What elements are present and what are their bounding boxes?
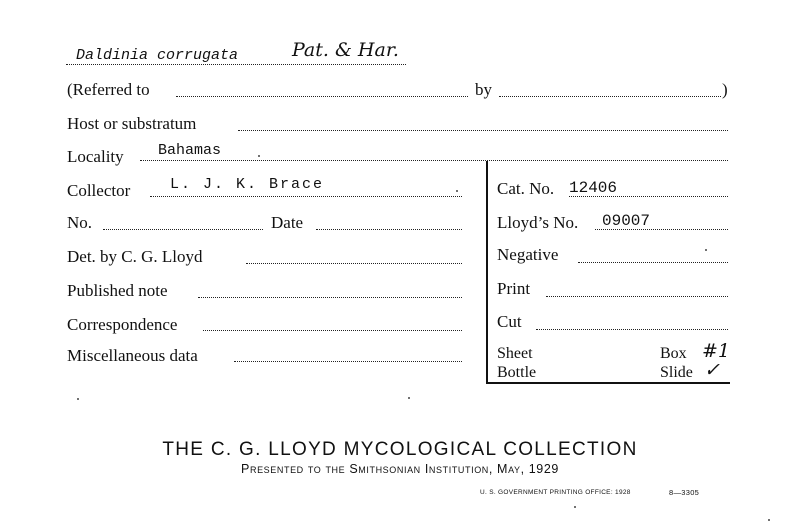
scan-speck — [456, 190, 458, 192]
host-line — [238, 130, 728, 131]
collector-line — [150, 196, 462, 197]
box-value: #1 — [702, 340, 731, 362]
printing-office-note: U. S. GOVERNMENT PRINTING OFFICE: 1928 — [480, 489, 631, 496]
locality-label: Locality — [67, 147, 124, 166]
box-label: Box — [660, 345, 687, 362]
cat-no-label: Cat. No. — [497, 179, 555, 198]
scan-speck — [77, 398, 79, 400]
det-by-label: Det. by C. G. Lloyd — [67, 247, 203, 266]
host-label: Host or substratum — [67, 114, 197, 133]
correspondence-label: Correspondence — [67, 315, 178, 334]
species-author: Pat. & Har. — [292, 39, 399, 61]
miscellaneous-line — [234, 361, 462, 362]
det-by-line — [246, 263, 462, 264]
scan-speck — [705, 249, 707, 251]
collection-title: THE C. G. LLOYD MYCOLOGICAL COLLECTION — [162, 439, 638, 460]
bottle-label: Bottle — [497, 364, 537, 381]
no-label: No. — [67, 213, 93, 232]
date-label: Date — [271, 213, 304, 232]
collector-label: Collector — [67, 181, 131, 200]
scan-speck — [258, 155, 260, 157]
species-name: Daldinia corrugata — [76, 47, 239, 64]
collection-subtitle: Presented to the Smithsonian Institution, May, 1929 — [241, 462, 559, 476]
scan-speck — [574, 506, 576, 508]
close-paren: ) — [722, 80, 728, 99]
catalog-box-left-border — [486, 161, 488, 383]
cut-label: Cut — [497, 312, 522, 331]
print-line — [546, 296, 728, 297]
published-note-line — [198, 297, 462, 298]
correspondence-line — [203, 330, 462, 331]
cat-no-line — [569, 196, 728, 197]
lloyds-no-label: Lloyd’s No. — [497, 213, 579, 232]
collector-value: L. J. K. Brace — [170, 176, 325, 193]
referred-to-label: (Referred to — [67, 80, 150, 99]
miscellaneous-label: Miscellaneous data — [67, 346, 198, 365]
by-label: by — [475, 80, 492, 99]
scan-speck — [768, 519, 770, 521]
published-note-label: Published note — [67, 281, 168, 300]
no-line — [103, 229, 263, 230]
referred-to-line — [176, 96, 468, 97]
negative-line — [578, 262, 728, 263]
locality-line — [140, 160, 728, 161]
locality-value: Bahamas — [158, 142, 222, 159]
scan-speck — [408, 397, 410, 399]
lloyds-no-line — [595, 229, 728, 230]
slide-label: Slide — [660, 364, 693, 381]
cat-no-value: 12406 — [569, 179, 618, 197]
print-label: Print — [497, 279, 531, 298]
sheet-label: Sheet — [497, 345, 533, 362]
form-number: 8—3305 — [669, 488, 700, 497]
lloyds-no-value: 09007 — [602, 212, 651, 230]
negative-label: Negative — [497, 245, 559, 264]
cut-line — [536, 329, 728, 330]
date-line — [316, 229, 462, 230]
by-line — [499, 96, 721, 97]
slide-check-mark: ✓ — [704, 359, 720, 381]
